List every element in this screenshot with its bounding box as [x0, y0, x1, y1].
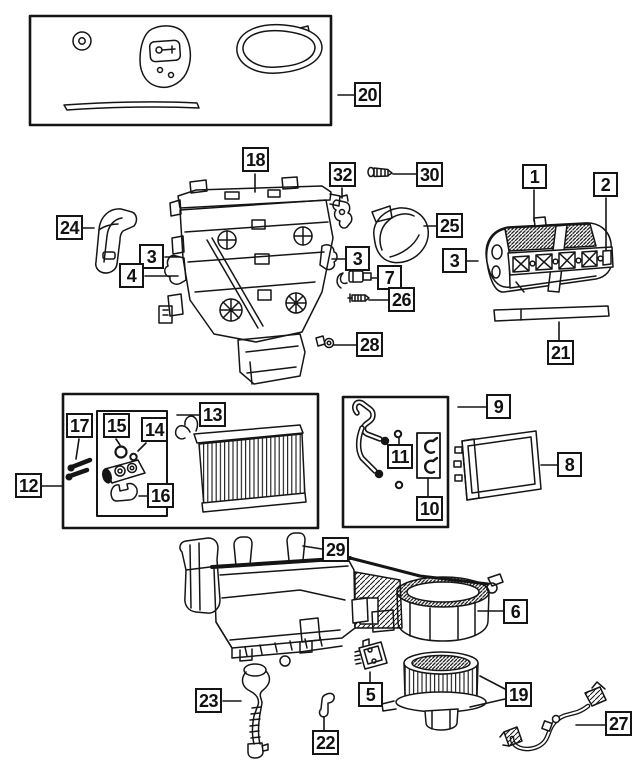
callout-10[interactable]: 10 [416, 496, 443, 521]
callout-2[interactable]: 2 [593, 172, 618, 197]
part-23-drain-hose [243, 664, 270, 758]
part-5-resistor [355, 639, 387, 669]
callout-8[interactable]: 8 [557, 452, 582, 477]
part-19-blower-motor [382, 652, 486, 730]
callout-4[interactable]: 4 [119, 263, 144, 288]
callout-9[interactable]: 9 [486, 394, 511, 419]
part-20-seal-kit [30, 16, 331, 125]
callout-11[interactable]: 11 [387, 444, 413, 469]
callout-6[interactable]: 6 [503, 599, 528, 624]
callout-18[interactable]: 18 [242, 147, 269, 172]
callout-13[interactable]: 13 [199, 402, 226, 427]
callout-1[interactable]: 1 [522, 164, 547, 189]
part-25-duct [372, 206, 428, 263]
callout-16[interactable]: 16 [147, 483, 174, 508]
callout-29[interactable]: 29 [322, 537, 349, 562]
callout-14[interactable]: 14 [141, 417, 168, 442]
callout-7[interactable]: 7 [377, 265, 402, 290]
callout-19[interactable]: 19 [505, 682, 532, 707]
callout-30[interactable]: 30 [416, 162, 443, 187]
callout-28[interactable]: 28 [356, 332, 383, 357]
callout-5[interactable]: 5 [358, 682, 383, 707]
callout-25[interactable]: 25 [436, 213, 463, 238]
callout-3-right[interactable]: 3 [442, 248, 467, 273]
callout-22[interactable]: 22 [312, 730, 339, 755]
callout-27[interactable]: 27 [605, 711, 632, 736]
part-32-bracket [333, 195, 352, 228]
part-28-push-pin [316, 336, 334, 348]
callout-23[interactable]: 23 [195, 688, 222, 713]
callout-12[interactable]: 12 [15, 473, 42, 498]
callout-3-middle[interactable]: 3 [345, 246, 370, 271]
callout-20[interactable]: 20 [354, 82, 381, 107]
part-7-sensor [337, 271, 371, 288]
part-21-filter [494, 306, 609, 321]
part-22-clip [320, 693, 335, 716]
part-1-filter-housing [486, 217, 613, 292]
part-6-blower-housing [350, 558, 503, 641]
callout-26[interactable]: 26 [388, 287, 415, 312]
part-8-heater-core [454, 431, 541, 500]
part-26-screw [348, 294, 369, 302]
callout-17[interactable]: 17 [66, 413, 93, 438]
callout-21[interactable]: 21 [547, 340, 574, 365]
part-18-hvac-housing [159, 177, 340, 384]
callout-24[interactable]: 24 [56, 215, 83, 240]
callout-3-left[interactable]: 3 [139, 244, 164, 269]
callout-32[interactable]: 32 [329, 162, 356, 187]
part-30-screw [368, 168, 392, 177]
callout-15[interactable]: 15 [103, 413, 130, 438]
